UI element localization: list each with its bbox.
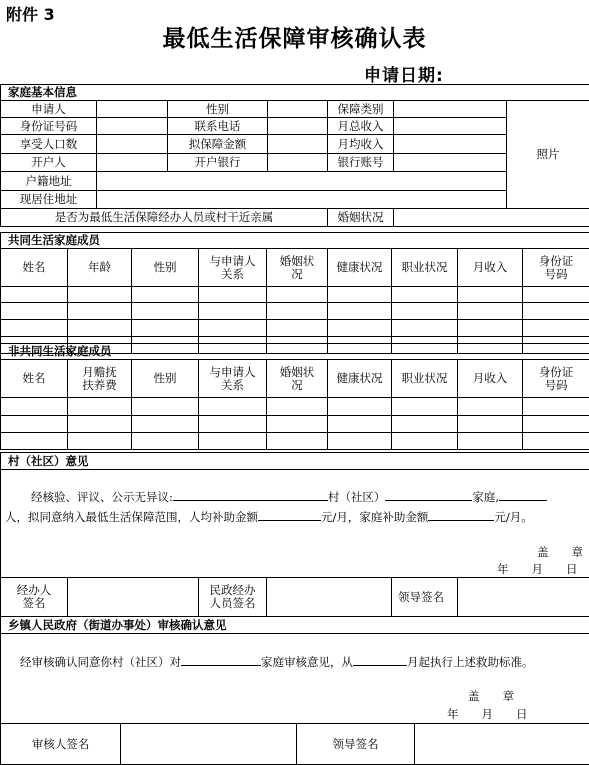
cell[interactable] xyxy=(68,398,132,416)
field-guarantee-type[interactable] xyxy=(394,101,507,118)
cell[interactable] xyxy=(132,303,199,320)
cell[interactable] xyxy=(328,416,392,433)
cell[interactable] xyxy=(267,416,328,433)
field-residence-address[interactable] xyxy=(97,191,507,209)
photo-box[interactable]: 照片 xyxy=(507,101,589,209)
cell[interactable] xyxy=(523,303,589,320)
field-leader-sign[interactable] xyxy=(458,578,589,617)
cell[interactable] xyxy=(199,303,267,320)
non-cohabiting-col-header: 月赡抚 扶养费 xyxy=(68,360,132,398)
cell[interactable] xyxy=(328,320,392,337)
field-id-number[interactable] xyxy=(97,118,168,135)
cell[interactable] xyxy=(267,398,328,416)
cohabiting-col-header: 与申请人 关系 xyxy=(199,249,267,287)
cell[interactable] xyxy=(1,303,68,320)
label-gender: 性别 xyxy=(168,101,268,118)
cohabiting-col-header: 健康状况 xyxy=(328,249,392,287)
label-contact-phone: 联系电话 xyxy=(168,118,268,135)
cell[interactable] xyxy=(267,303,328,320)
label-monthly-total-income: 月总收入 xyxy=(328,118,394,135)
township-seal: 盖 章 xyxy=(468,690,514,703)
non-cohabiting-col-header: 性别 xyxy=(132,360,199,398)
cell[interactable] xyxy=(458,320,523,337)
cell[interactable] xyxy=(267,320,328,337)
cell[interactable] xyxy=(132,398,199,416)
label-marital-status: 婚姻状况 xyxy=(328,209,394,227)
label-guarantee-type: 保障类别 xyxy=(328,101,394,118)
blank-field[interactable] xyxy=(353,653,407,666)
apply-date-label: 申请日期: xyxy=(364,61,444,86)
cell[interactable] xyxy=(392,433,458,450)
village-opinion-box xyxy=(1,470,589,578)
cell[interactable] xyxy=(1,416,68,433)
township-opinion-box xyxy=(1,634,589,724)
label-account-holder: 开户人 xyxy=(1,154,97,172)
cell[interactable] xyxy=(523,398,589,416)
cohabiting-col-header: 职业状况 xyxy=(392,249,458,287)
cell[interactable] xyxy=(328,433,392,450)
non-cohabiting-col-header: 职业状况 xyxy=(392,360,458,398)
label-handler-sign: 经办人 签名 xyxy=(1,578,68,617)
township-opinion-table xyxy=(0,616,589,765)
village-line2: 人，拟同意纳入最低生活保障范围，人均补助金额 元/月，家庭补助金额 元/月。 xyxy=(5,507,533,527)
cohabiting-col-header: 月收入 xyxy=(458,249,523,287)
non-cohabiting-col-header: 身份证 号码 xyxy=(523,360,589,398)
cell[interactable] xyxy=(132,287,199,303)
village-seal: 盖 章 xyxy=(537,546,583,559)
cohabiting-col-header: 性别 xyxy=(132,249,199,287)
section-family-info: 家庭基本信息 xyxy=(1,85,589,101)
cell[interactable] xyxy=(132,433,199,450)
cell[interactable] xyxy=(199,398,267,416)
label-bank-account: 银行账号 xyxy=(328,154,394,172)
field-proposed-amount[interactable] xyxy=(268,135,328,154)
cell[interactable] xyxy=(458,416,523,433)
field-account-holder[interactable] xyxy=(97,154,168,172)
cell[interactable] xyxy=(199,320,267,337)
cell[interactable] xyxy=(523,320,589,337)
field-bank-account[interactable] xyxy=(394,154,507,172)
cell[interactable] xyxy=(68,303,132,320)
cell[interactable] xyxy=(68,287,132,303)
cell[interactable] xyxy=(523,433,589,450)
non-cohabiting-col-header: 月收入 xyxy=(458,360,523,398)
label-proposed-amount: 拟保障金额 xyxy=(168,135,268,154)
township-date: 年 月 日 xyxy=(447,708,528,721)
cohabiting-col-header: 婚姻状 况 xyxy=(267,249,328,287)
blank-field[interactable] xyxy=(385,488,472,501)
cell[interactable] xyxy=(392,303,458,320)
cell[interactable] xyxy=(458,303,523,320)
cell[interactable] xyxy=(1,398,68,416)
township-line: 经审核确认同意你村（社区）对 家庭审核意见，从 月起执行上述救助标准。 xyxy=(20,652,534,672)
cohabiting-members-table xyxy=(0,232,589,354)
cell[interactable] xyxy=(523,416,589,433)
label-household-address: 户籍地址 xyxy=(1,172,97,191)
family-info-table xyxy=(0,84,589,227)
village-date: 年 月 日 xyxy=(497,563,578,576)
field-marital-status[interactable] xyxy=(394,209,589,227)
blank-field[interactable] xyxy=(499,488,547,501)
field-members-count[interactable] xyxy=(97,135,168,154)
label-civil-sign: 民政经办 人员签名 xyxy=(199,578,267,617)
non-cohabiting-col-header: 与申请人 关系 xyxy=(199,360,267,398)
cell[interactable] xyxy=(328,303,392,320)
label-members-count: 享受人口数 xyxy=(1,135,97,154)
label-leader-sign: 领导签名 xyxy=(392,578,458,617)
cell[interactable] xyxy=(458,398,523,416)
cell[interactable] xyxy=(392,287,458,303)
cell[interactable] xyxy=(267,287,328,303)
label-residence-address: 现居住地址 xyxy=(1,191,97,209)
field-bank[interactable] xyxy=(268,154,328,172)
cell[interactable] xyxy=(458,433,523,450)
form-title: 最低生活保障审核确认表 xyxy=(0,20,589,53)
cell[interactable] xyxy=(68,433,132,450)
cell[interactable] xyxy=(523,287,589,303)
cell[interactable] xyxy=(1,433,68,450)
cell[interactable] xyxy=(68,416,132,433)
cell[interactable] xyxy=(392,320,458,337)
cell[interactable] xyxy=(199,287,267,303)
section-township: 乡镇人民政府（街道办事处）审核确认意见 xyxy=(1,617,589,634)
section-cohabiting: 共同生活家庭成员 xyxy=(1,233,589,249)
non-cohabiting-members-table xyxy=(0,343,589,450)
field-township-leader-sign[interactable] xyxy=(415,724,589,765)
blank-field[interactable] xyxy=(173,488,328,501)
cell[interactable] xyxy=(392,416,458,433)
cell[interactable] xyxy=(68,320,132,337)
cohabiting-col-header: 年龄 xyxy=(68,249,132,287)
label-monthly-avg-income: 月均收入 xyxy=(328,135,394,154)
field-applicant[interactable] xyxy=(97,101,168,118)
field-monthly-total-income[interactable] xyxy=(394,118,507,135)
blank-field[interactable] xyxy=(258,508,321,521)
cell[interactable] xyxy=(1,320,68,337)
cell[interactable] xyxy=(1,287,68,303)
cell[interactable] xyxy=(392,398,458,416)
field-gender[interactable] xyxy=(268,101,328,118)
label-id-number: 身份证号码 xyxy=(1,118,97,135)
label-bank: 开户银行 xyxy=(168,154,268,172)
blank-field[interactable] xyxy=(428,508,494,521)
label-applicant: 申请人 xyxy=(1,101,97,118)
section-village: 村（社区）意见 xyxy=(1,453,589,470)
non-cohabiting-col-header: 健康状况 xyxy=(328,360,392,398)
label-township-leader-sign: 领导签名 xyxy=(297,724,415,765)
village-line1: 经核验、评议、公示无异议: 村（社区） 家庭, xyxy=(31,487,547,507)
field-household-address[interactable] xyxy=(97,172,507,191)
non-cohabiting-col-header: 姓名 xyxy=(1,360,68,398)
cell[interactable] xyxy=(328,287,392,303)
label-relative-question: 是否为最低生活保障经办人员或村干近亲属 xyxy=(1,209,328,227)
field-reviewer-sign[interactable] xyxy=(121,724,297,765)
cell[interactable] xyxy=(328,398,392,416)
field-handler-sign[interactable] xyxy=(68,578,199,617)
label-reviewer-sign: 审核人签名 xyxy=(1,724,121,765)
cohabiting-col-header: 身份证 号码 xyxy=(523,249,589,287)
cell[interactable] xyxy=(199,416,267,433)
cell[interactable] xyxy=(267,433,328,450)
field-contact-phone[interactable] xyxy=(268,118,328,135)
cohabiting-col-header: 姓名 xyxy=(1,249,68,287)
village-opinion-table xyxy=(0,452,589,617)
cell[interactable] xyxy=(199,433,267,450)
non-cohabiting-col-header: 婚姻状 况 xyxy=(267,360,328,398)
cell[interactable] xyxy=(132,416,199,433)
cell[interactable] xyxy=(132,320,199,337)
field-monthly-avg-income[interactable] xyxy=(394,135,507,154)
field-civil-sign[interactable] xyxy=(267,578,392,617)
blank-field[interactable] xyxy=(181,653,261,666)
cell[interactable] xyxy=(458,287,523,303)
attachment-label: 附件 3 xyxy=(6,2,55,25)
section-non-cohabiting: 非共同生活家庭成员 xyxy=(1,344,589,360)
